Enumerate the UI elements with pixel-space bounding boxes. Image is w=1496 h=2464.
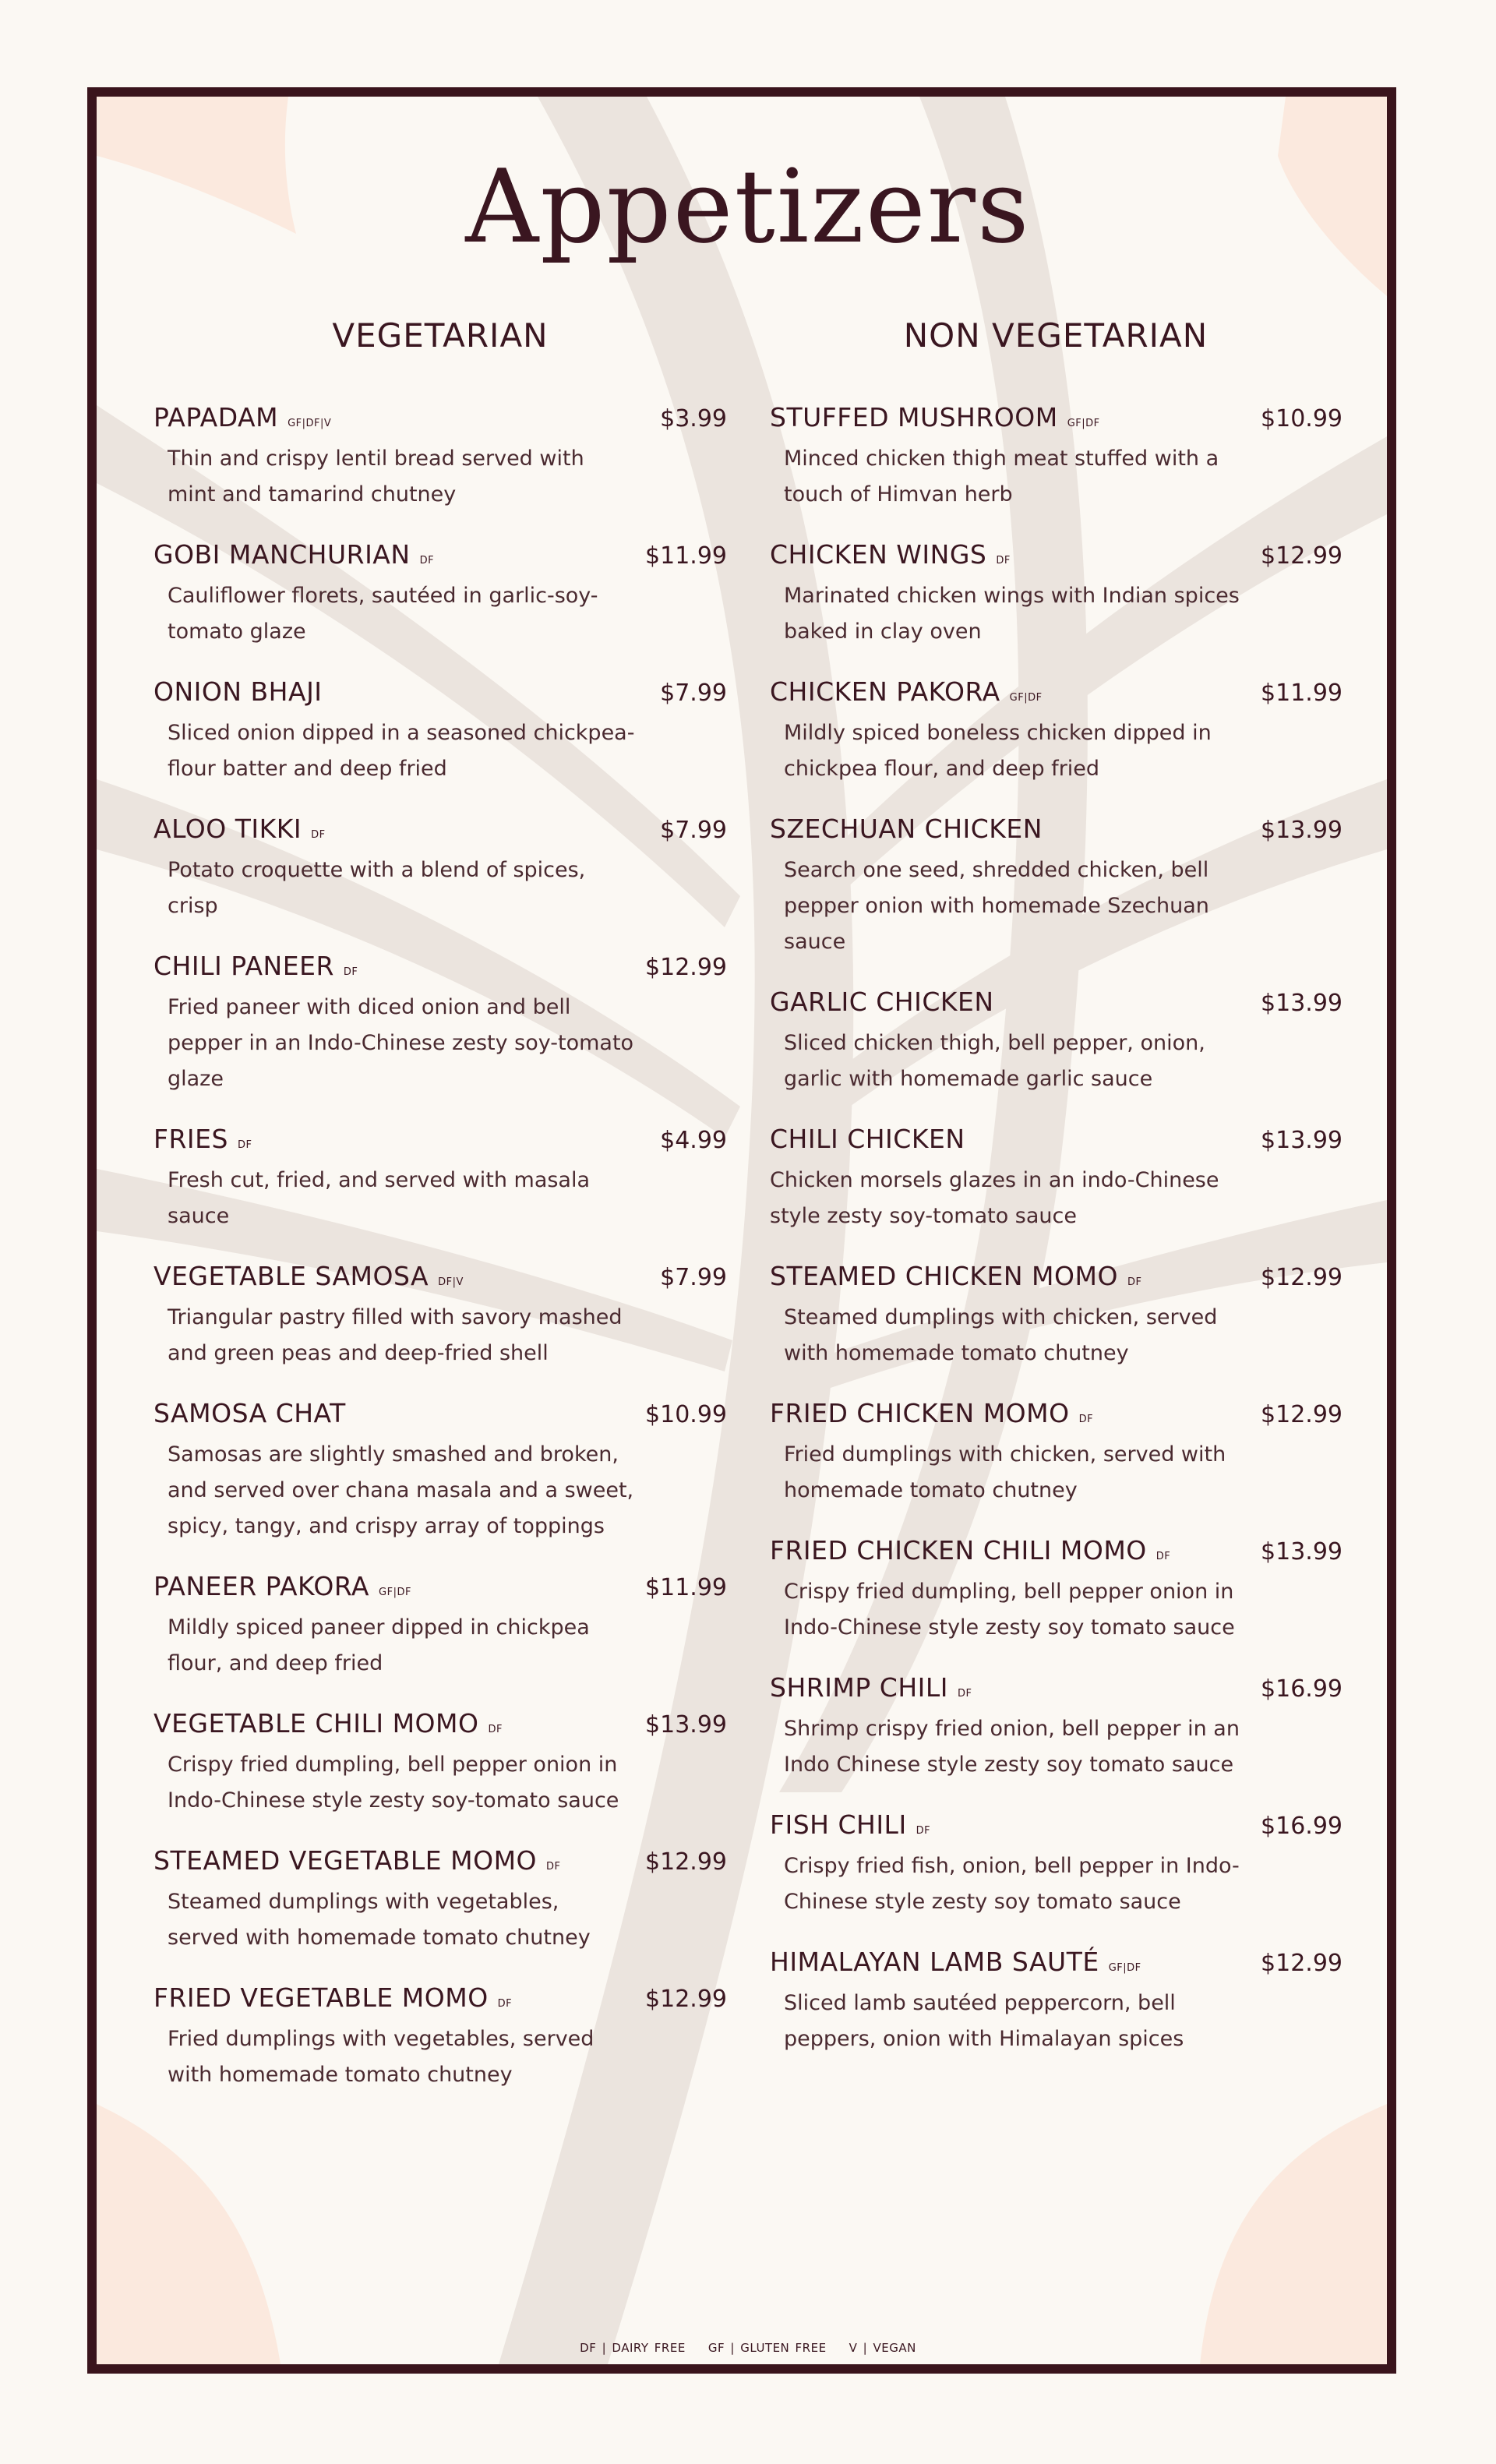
item-name: CHILI CHICKEN bbox=[770, 1124, 965, 1154]
menu-item bbox=[770, 1124, 1343, 1234]
item-description: Sliced lamb sautéed peppercorn, bell peppers, onion with Himalayan spices bbox=[784, 1991, 1184, 2051]
item-price: $12.99 bbox=[645, 1986, 727, 2013]
menu-item bbox=[770, 814, 1343, 960]
item-price: $13.99 bbox=[1261, 1538, 1343, 1566]
item-name: STEAMED CHICKEN MOMO bbox=[770, 1261, 1118, 1291]
item-price: $3.99 bbox=[660, 405, 727, 432]
menu-item bbox=[770, 1398, 1343, 1509]
item-description: Crispy fried dumpling, bell pepper onion in Indo-Chinese style zesty soy tomato sauce bbox=[784, 1580, 1235, 1640]
menu-item bbox=[770, 676, 1343, 787]
item-description: Crispy fried dumpling, bell pepper onion in Indo-Chinese style zesty soy-tomato sauce bbox=[168, 1753, 619, 1813]
item-description: Steamed dumplings with chicken, served with homemade tomato chutney bbox=[784, 1305, 1218, 1365]
item-description: Cauliflower florets, sautéed in garlic-soy-tomato glaze bbox=[168, 584, 598, 644]
item-tags: DF bbox=[343, 966, 358, 978]
menu-item bbox=[770, 1261, 1343, 1371]
item-name: ONION BHAJI bbox=[153, 676, 323, 707]
item-name: ALOO TIKKI bbox=[153, 814, 302, 844]
menu-item bbox=[770, 1809, 1343, 1920]
item-price: $16.99 bbox=[1261, 1675, 1343, 1703]
item-price: $7.99 bbox=[660, 817, 727, 844]
item-tags: DF bbox=[996, 555, 1011, 567]
menu-item bbox=[770, 1947, 1343, 2057]
item-description: Sliced onion dipped in a seasoned chickpea-flour batter and deep fried bbox=[168, 721, 635, 781]
item-description: Fried dumplings with vegetables, served with homemade tomato chutney bbox=[168, 2027, 595, 2087]
item-description: Marinated chicken wings with Indian spices baked in clay oven bbox=[784, 584, 1240, 644]
menu-item bbox=[153, 402, 727, 513]
item-name: GARLIC CHICKEN bbox=[770, 987, 994, 1017]
item-price: $13.99 bbox=[645, 1711, 727, 1739]
item-description: Search one seed, shredded chicken, bell pepper onion with homemade Szechuan sauce bbox=[784, 858, 1209, 954]
menu-item bbox=[153, 1398, 727, 1544]
item-price: $12.99 bbox=[1261, 1401, 1343, 1428]
item-price: $12.99 bbox=[1261, 1950, 1343, 1977]
item-price: $12.99 bbox=[645, 1848, 727, 1876]
item-description: Steamed dumplings with vegetables, served with homemade tomato chutney bbox=[168, 1890, 591, 1950]
item-tags: DF|V bbox=[438, 1276, 464, 1288]
menu-item bbox=[153, 1124, 727, 1234]
item-tags: GF|DF bbox=[379, 1587, 411, 1598]
item-name: CHICKEN WINGS bbox=[770, 539, 987, 570]
item-price: $16.99 bbox=[1261, 1813, 1343, 1840]
item-tags: DF bbox=[497, 1998, 513, 2010]
item-price: $12.99 bbox=[645, 954, 727, 981]
item-name: PANEER PAKORA bbox=[153, 1571, 370, 1601]
item-description: Triangular pastry filled with savory mashed and green peas and deep-fried shell bbox=[168, 1305, 623, 1365]
item-description: Potato croquette with a blend of spices, crisp bbox=[168, 858, 586, 918]
item-name: CHICKEN PAKORA bbox=[770, 676, 1000, 707]
item-name: FISH CHILI bbox=[770, 1809, 907, 1840]
item-name: FRIED CHICKEN CHILI MOMO bbox=[770, 1535, 1147, 1566]
item-name: PAPADAM bbox=[153, 402, 279, 432]
item-name: HIMALAYAN LAMB SAUTÉ bbox=[770, 1947, 1099, 1977]
item-name: GOBI MANCHURIAN bbox=[153, 539, 411, 570]
non-vegetarian-column bbox=[770, 402, 1343, 2084]
item-description: Minced chicken thigh meat stuffed with a touch of Himvan herb bbox=[784, 447, 1219, 507]
item-tags: DF bbox=[1127, 1276, 1142, 1288]
item-tags: DF bbox=[1156, 1551, 1171, 1562]
page-title: Appetizers bbox=[465, 147, 1031, 266]
item-name: CHILI PANEER bbox=[153, 951, 334, 981]
item-price: $11.99 bbox=[645, 1574, 727, 1601]
item-tags: DF bbox=[1078, 1414, 1094, 1425]
menu-item bbox=[153, 1571, 727, 1682]
menu-item bbox=[770, 402, 1343, 513]
menu-item bbox=[153, 1845, 727, 1956]
item-tags: DF bbox=[488, 1724, 503, 1735]
item-price: $10.99 bbox=[645, 1401, 727, 1428]
item-tags: GF|DF bbox=[1067, 418, 1100, 429]
item-price: $12.99 bbox=[1261, 542, 1343, 570]
item-price: $13.99 bbox=[1261, 1127, 1343, 1154]
item-tags: DF bbox=[419, 555, 435, 567]
item-tags: DF bbox=[546, 1861, 561, 1873]
item-description: Fried dumplings with chicken, served with homemade tomato chutney bbox=[784, 1442, 1226, 1502]
item-name: SHRIMP CHILI bbox=[770, 1672, 948, 1703]
item-name: FRIED VEGETABLE MOMO bbox=[153, 1982, 489, 2013]
item-price: $13.99 bbox=[1261, 990, 1343, 1017]
item-description: Fried paneer with diced onion and bell pepper in an Indo-Chinese zesty soy-tomato glaze bbox=[168, 995, 634, 1091]
item-tags: GF|DF bbox=[1108, 1962, 1141, 1974]
menu-item bbox=[770, 987, 1343, 1097]
item-tags: DF bbox=[958, 1688, 972, 1700]
item-name: FRIES bbox=[153, 1124, 228, 1154]
item-price: $4.99 bbox=[660, 1127, 727, 1154]
item-price: $7.99 bbox=[660, 680, 727, 707]
item-price: $11.99 bbox=[1261, 680, 1343, 707]
item-description: Thin and crispy lentil bread served with mint and tamarind chutney bbox=[168, 447, 584, 507]
non-vegetarian-heading: NON VEGETARIAN bbox=[903, 316, 1208, 355]
item-name: VEGETABLE CHILI MOMO bbox=[153, 1708, 479, 1739]
item-price: $7.99 bbox=[660, 1264, 727, 1291]
item-name: STEAMED VEGETABLE MOMO bbox=[153, 1845, 538, 1876]
menu-item bbox=[153, 1261, 727, 1371]
item-price: $10.99 bbox=[1261, 405, 1343, 432]
item-description: Crispy fried fish, onion, bell pepper in Indo-Chinese style zesty soy tomato sauce bbox=[784, 1854, 1240, 1914]
item-description: Mildly spiced paneer dipped in chickpea flour, and deep fried bbox=[168, 1615, 590, 1675]
item-description: Sliced chicken thigh, bell pepper, onion, garlic with homemade garlic sauce bbox=[784, 1031, 1205, 1091]
item-description: Shrimp crispy fried onion, bell pepper in an Indo Chinese style zesty soy tomato sauce bbox=[784, 1717, 1240, 1777]
item-description: Samosas are slightly smashed and broken, and served over chana masala and a sweet, spicy, tangy, and crispy array of toppings bbox=[168, 1442, 634, 1538]
item-tags: DF bbox=[311, 829, 326, 841]
item-tags: GF|DF|V bbox=[288, 418, 332, 429]
menu-item bbox=[153, 1982, 727, 2093]
menu-item bbox=[153, 951, 727, 1097]
vegetarian-heading: VEGETARIAN bbox=[332, 316, 549, 355]
menu-item bbox=[153, 676, 727, 787]
menu-item bbox=[153, 1708, 727, 1819]
item-price: $12.99 bbox=[1261, 1264, 1343, 1291]
item-name: SZECHUAN CHICKEN bbox=[770, 814, 1043, 844]
menu-item bbox=[770, 1672, 1343, 1783]
item-tags: DF bbox=[916, 1825, 931, 1837]
item-tags: GF|DF bbox=[1009, 692, 1043, 704]
item-tags: DF bbox=[237, 1139, 252, 1151]
item-description: Mildly spiced boneless chicken dipped in chickpea flour, and deep fried bbox=[784, 721, 1212, 781]
menu-item bbox=[770, 539, 1343, 650]
item-name: FRIED CHICKEN MOMO bbox=[770, 1398, 1070, 1428]
menu-item bbox=[153, 539, 727, 650]
item-name: VEGETABLE SAMOSA bbox=[153, 1261, 429, 1291]
item-description: Fresh cut, fried, and served with masala sauce bbox=[168, 1168, 591, 1228]
vegetarian-column bbox=[153, 402, 727, 2120]
item-name: SAMOSA CHAT bbox=[153, 1398, 346, 1428]
item-price: $11.99 bbox=[645, 542, 727, 570]
menu-item bbox=[770, 1535, 1343, 1646]
item-price: $13.99 bbox=[1261, 817, 1343, 844]
item-name: STUFFED MUSHROOM bbox=[770, 402, 1058, 432]
item-description: Chicken morsels glazes in an indo-Chinese style zesty soy-tomato sauce bbox=[770, 1168, 1219, 1228]
menu-item bbox=[153, 814, 727, 924]
dietary-legend: DF | DAIRY FREE GF | GLUTEN FREE V | VEGAN bbox=[580, 2341, 916, 2355]
